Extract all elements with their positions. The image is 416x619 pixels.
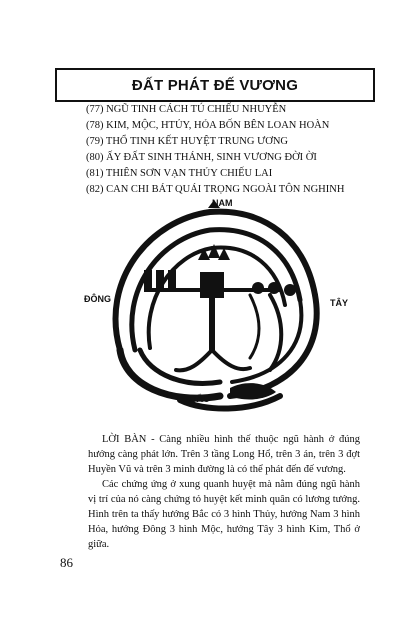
diagram-illustration <box>80 200 360 422</box>
list-item: (79) THỔ TINH KẾT HUYỆT TRUNG ƯƠNG <box>86 136 288 147</box>
list-item: (81) THIÊN SƠN VẠN THỦY CHIẾU LAI <box>86 168 273 179</box>
chapter-title-box <box>55 68 375 102</box>
contents-list <box>86 102 386 198</box>
list-item: (78) KIM, MỘC, HTỦY, HỎA BỐN BÊN LOAN HOÀN <box>86 120 330 131</box>
list-item: (77) NGŨ TINH CÁCH TÚ CHIẾU NHUYỄN <box>86 104 287 115</box>
diagram-label-tay: TÂY <box>330 298 348 308</box>
diagram-label-dong: ĐÔNG <box>84 294 111 304</box>
chapter-title: ĐẤT PHÁT ĐẾ VƯƠNG <box>131 76 299 94</box>
list-item: (82) CAN CHI BÁT QUÁI TRỌNG NGOÀI TÔN NGHINH <box>86 184 345 195</box>
page-number: 86 <box>60 555 73 570</box>
commentary <box>88 432 360 552</box>
list-item: (80) ẤY ĐẤT SINH THÁNH, SINH VƯƠNG ĐỜI ỜI <box>86 152 317 163</box>
commentary-paragraph: LỜI BÀN - Càng nhiều hình thế thuộc ngũ hành ở đúng hướng càng phát lớn. Trên 3 tầng Long Hổ, trên 3 án, trên 3 đợt Huyền Vũ và trên 3 minh đường là có thể phát đến đế vương. <box>88 434 360 475</box>
feng-shui-diagram <box>80 200 360 422</box>
diagram-label-nam: NAM <box>212 198 233 208</box>
diagram-label-bac: BẮC <box>190 394 210 404</box>
commentary-paragraph: Các chứng ứng ở xung quanh huyệt mà nằm đúng ngũ hành vị trí của nó càng chứng tỏ huyệt kết minh quân có lương tướng. Hình trên ta thấy hướng Bắc có 3 hình Thủy, hướng Nam 3 hình Hỏa, hướng Đông 3 hình Mộc, hướng Tây 3 hình Kim, Thổ ở giữa. <box>88 479 360 550</box>
